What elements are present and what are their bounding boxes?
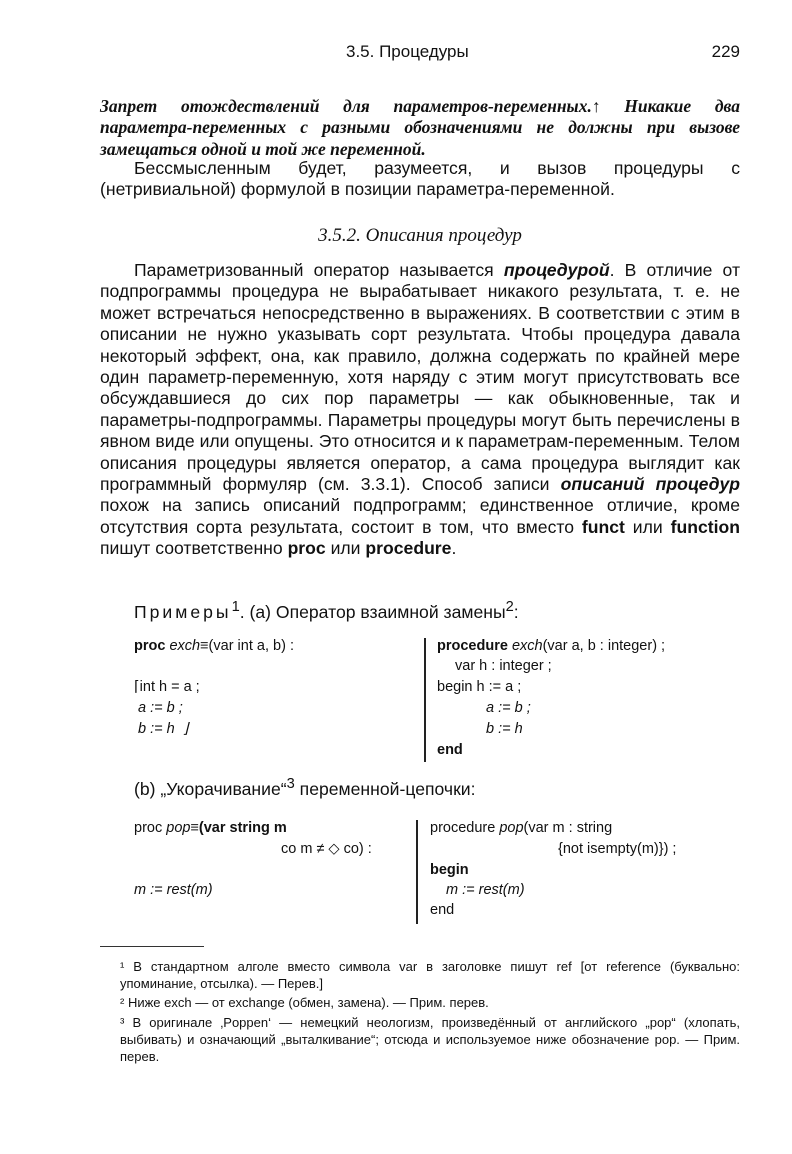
main-paragraph (100, 260, 740, 560)
code-keyword: proc (134, 638, 166, 654)
example-a-right-line3: begin h := a ; (437, 679, 522, 695)
example-b-right-line2: {not isempty(m)}) ; (558, 841, 677, 857)
example-a-right-line1 (437, 636, 665, 657)
code-keyword: proc (134, 820, 163, 836)
text-run: Параметризованный оператор называется (134, 260, 504, 280)
example-b-title (134, 776, 734, 800)
example-b-text: (b) „Укорачивание“ (134, 778, 287, 799)
footnote-3 (100, 1014, 740, 1065)
example-b-right-line1 (430, 818, 612, 839)
footnote-2 (100, 994, 740, 1011)
code-identifier: exch (169, 638, 201, 654)
example-a-right-line4: a := b ; (486, 700, 531, 716)
footnote-marker-1: 1 (231, 599, 240, 615)
example-a-left-line4: b := h ⌋ (134, 721, 189, 737)
footnote-text: ³ В оригинале ‚Poppen‘ — немецкий неологизм, произведённый от английского „pop“ (хлопать, выбивать) и означающий „выталкивание“; отсюда и используемое ниже обозначение pop. — Прим. перев. (120, 1015, 740, 1064)
footnote-text: ¹ В стандартном алголе вместо символа var в заголовке пишут ref [от reference (буквально: упоминание, отсылка). — Перев.] (120, 959, 740, 991)
example-a-left-line1 (134, 636, 294, 657)
code-text: ≡(var string m (190, 820, 287, 836)
example-b-right-line4: m := rest(m) (446, 882, 525, 898)
text-run: . (451, 538, 457, 559)
term-procedure-descriptions: описаний процедур (560, 474, 740, 495)
example-b-left-line3: m := rest(m) (134, 882, 213, 898)
code-text: (var a, b : integer) ; (542, 638, 666, 654)
example-a-left-line2: ⌈int h = a ; (134, 679, 200, 695)
footnote-marker-2: 2 (505, 599, 514, 615)
text-run: или (325, 538, 366, 559)
term-procedure: процедурой (503, 260, 610, 280)
note-paragraph: Бессмысленным будет, разумеется, и вызов процедуры с (нетривиальной) формулой в позиции параметра-переменной. (100, 158, 740, 200)
footnote-rule (100, 946, 204, 947)
code-identifier: pop (499, 820, 524, 836)
example-b-right-line3: begin (430, 862, 469, 878)
keyword-procedure: procedure (365, 538, 452, 559)
section-title: 3.5. Процедуры (346, 42, 469, 61)
text-run: . В отличие от подпрограммы процедура не вырабатывает никакого результата, т. е. не может встречаться непосредственно в выражениях. В соответствии с этим в описании не нужно указывать сорт результата. Чтобы процедура давала некоторый эффект, она, как правило, должна содержать по крайней мере один параметр-переменную, хотя наряду с этим могут присутствовать все обсуждавшиеся до сих пор параметры — как обыкновенные, так и параметры-подпрограммы. Параметры процедуры могут быть перечислены в явном виде или опущены. Это относится и к параметрам-переменным. Телом описания процедуры является оператор, а сама процедура выглядит как программный формуляр (см. 3.3.1). Способ записи (100, 260, 741, 495)
example-b-text2: переменной-цепочки: (294, 778, 476, 799)
code-identifier: exch (511, 638, 543, 654)
code-identifier: pop (166, 820, 191, 836)
page-number: 229 (711, 42, 740, 61)
code-text: (var m : string (523, 820, 613, 836)
column-divider (424, 638, 426, 762)
example-a-right-line6: end (437, 742, 463, 758)
example-a-right-line5: b := h (486, 721, 523, 737)
example-b-right-line5: end (430, 902, 455, 918)
prohibition-paragraph: Запрет отождествлений для параметров-переменных.↑ Никакие два параметра-переменных с разными обозначениями не должны при вызове замещаться одной и той же переменной. (100, 96, 740, 159)
example-a-right-line2: var h : integer ; (455, 658, 552, 674)
examples-text: . (а) Оператор взаимной замены (239, 601, 506, 622)
code-text: ≡(var int a, b) : (200, 638, 294, 654)
code-keyword: procedure (430, 820, 496, 836)
text-run: или (624, 516, 671, 537)
section-heading: 3.5.2. Описания процедур (318, 225, 522, 246)
example-a-left-line3: a := b ; (134, 700, 183, 716)
text-run: пишут соответственно (100, 538, 288, 559)
example-b-left-line2: co m ≠ ◇ co) : (281, 841, 372, 857)
footnote-text: ² Ниже exch — от exchange (обмен, замена). — Прим. перев. (120, 995, 489, 1010)
column-divider (416, 820, 418, 924)
examples-colon: : (513, 601, 519, 622)
example-b-left-line1 (134, 818, 287, 839)
running-header (100, 42, 740, 66)
keyword-funct: funct (581, 516, 625, 537)
keyword-function: function (670, 516, 741, 537)
keyword-proc: proc (287, 538, 326, 559)
examples-label: Примеры (134, 601, 232, 622)
text-run: похож на запись описаний подпрограмм; единственное отличие, кроме отсутствия сорта результата, состоит в том, что вместо (100, 495, 740, 537)
footnote-1 (100, 958, 740, 992)
code-keyword: procedure (437, 638, 508, 654)
footnote-marker-3: 3 (286, 776, 295, 792)
examples-intro (100, 597, 740, 623)
